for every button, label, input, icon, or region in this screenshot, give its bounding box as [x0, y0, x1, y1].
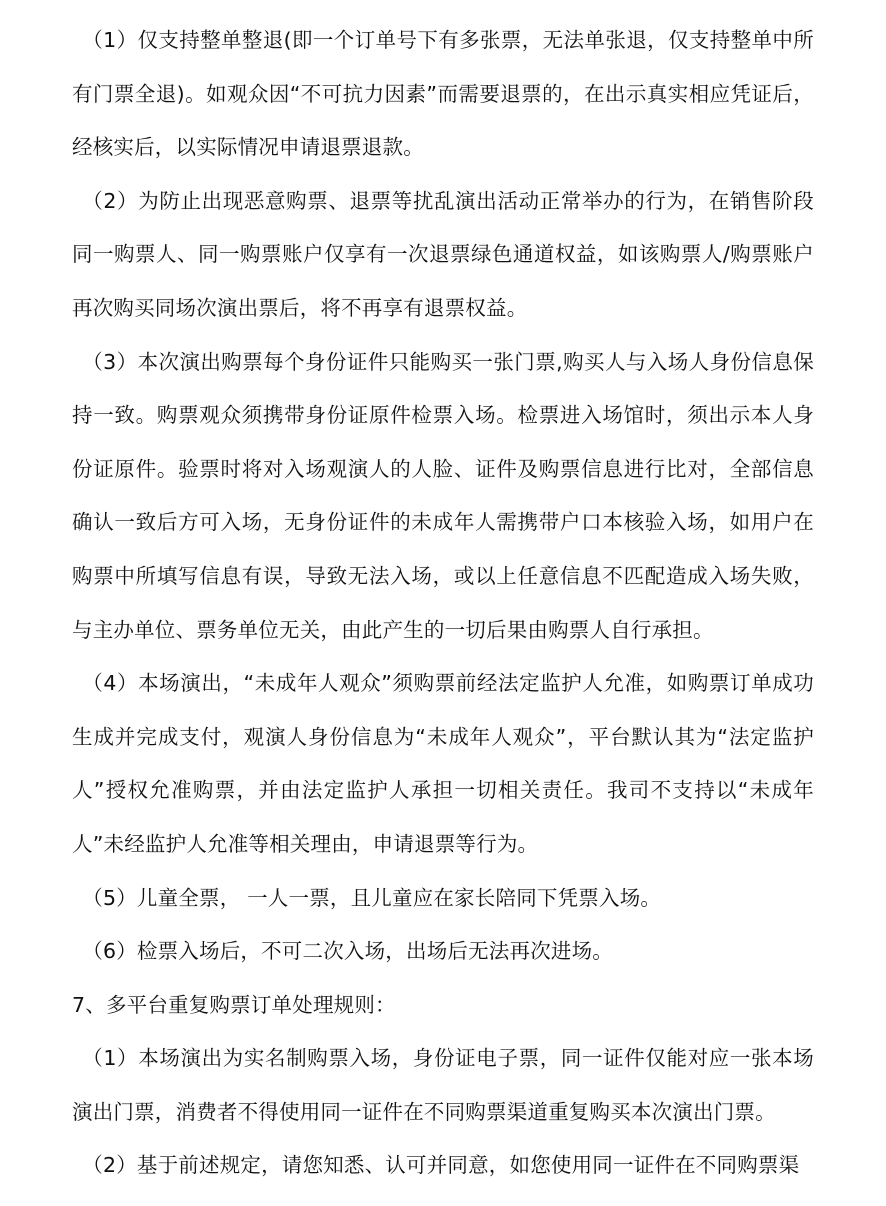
paragraph-refund-green-channel: （2）为防止出现恶意购票、退票等扰乱演出活动正常举办的行为，在销售阶段同一购票人、同一购票账户仅享有一次退票绿色通道权益，如该购票人/购票账户再次购买同场次演出票后，将不再享有退票权益。	[72, 188, 814, 320]
paragraph-duplicate-consent: （2）基于前述规定，请您知悉、认可并同意，如您使用同一证件在不同购票渠	[82, 1153, 800, 1178]
paragraph-real-name-entry: （3）本次演出购票每个身份证件只能购买一张门票,购买人与入场人身份信息保持一致。购票观众须携带身份证原件检票入场。检票进入场馆时，须出示本人身份证原件。验票时将对入场观演人的人脸、证件及购票信息进行比对，全部信息确认一致后方可入场，无身份证件的未成年人需携带户口本核验入场，如用户在购票中所填写信息有误，导致无法入场，或以上任意信息不匹配造成入场失败，与主办单位、票务单位无关，由此产生的一切后果由购票人自行承担。	[72, 349, 814, 642]
paragraph-no-reentry: （6）检票入场后，不可二次入场，出场后无法再次进场。	[82, 939, 613, 964]
paragraph-minor-audience: （4）本场演出，“未成年人观众”须购票前经法定监护人允准，如购票订单成功生成并完成支付，观演人身份信息为“未成年人观众”，平台默认其为“法定监护人”授权允准购票，并由法定监护人承担一切相关责任。我司不支持以“未成年人”未经监护人允准等相关理由，申请退票等行为。	[72, 671, 814, 856]
paragraph-one-id-one-ticket: （1）本场演出为实名制购票入场，身份证电子票，同一证件仅能对应一张本场演出门票，消费者不得使用同一证件在不同购票渠道重复购买本次演出门票。	[72, 1046, 814, 1124]
section-heading-duplicate-orders: 7、多平台重复购票订单处理规则：	[72, 992, 396, 1017]
document-body	[72, 14, 814, 1193]
paragraph-refund-whole-order: （1）仅支持整单整退(即一个订单号下有多张票，无法单张退，仅支持整单中所有门票全退)。如观众因“不可抗力因素”而需要退票的，在出示真实相应凭证后，经核实后，以实际情况申请退票退款。	[72, 28, 814, 160]
paragraph-children-ticket: （5）儿童全票， 一人一票，且儿童应在家长陪同下凭票入场。	[82, 885, 662, 910]
